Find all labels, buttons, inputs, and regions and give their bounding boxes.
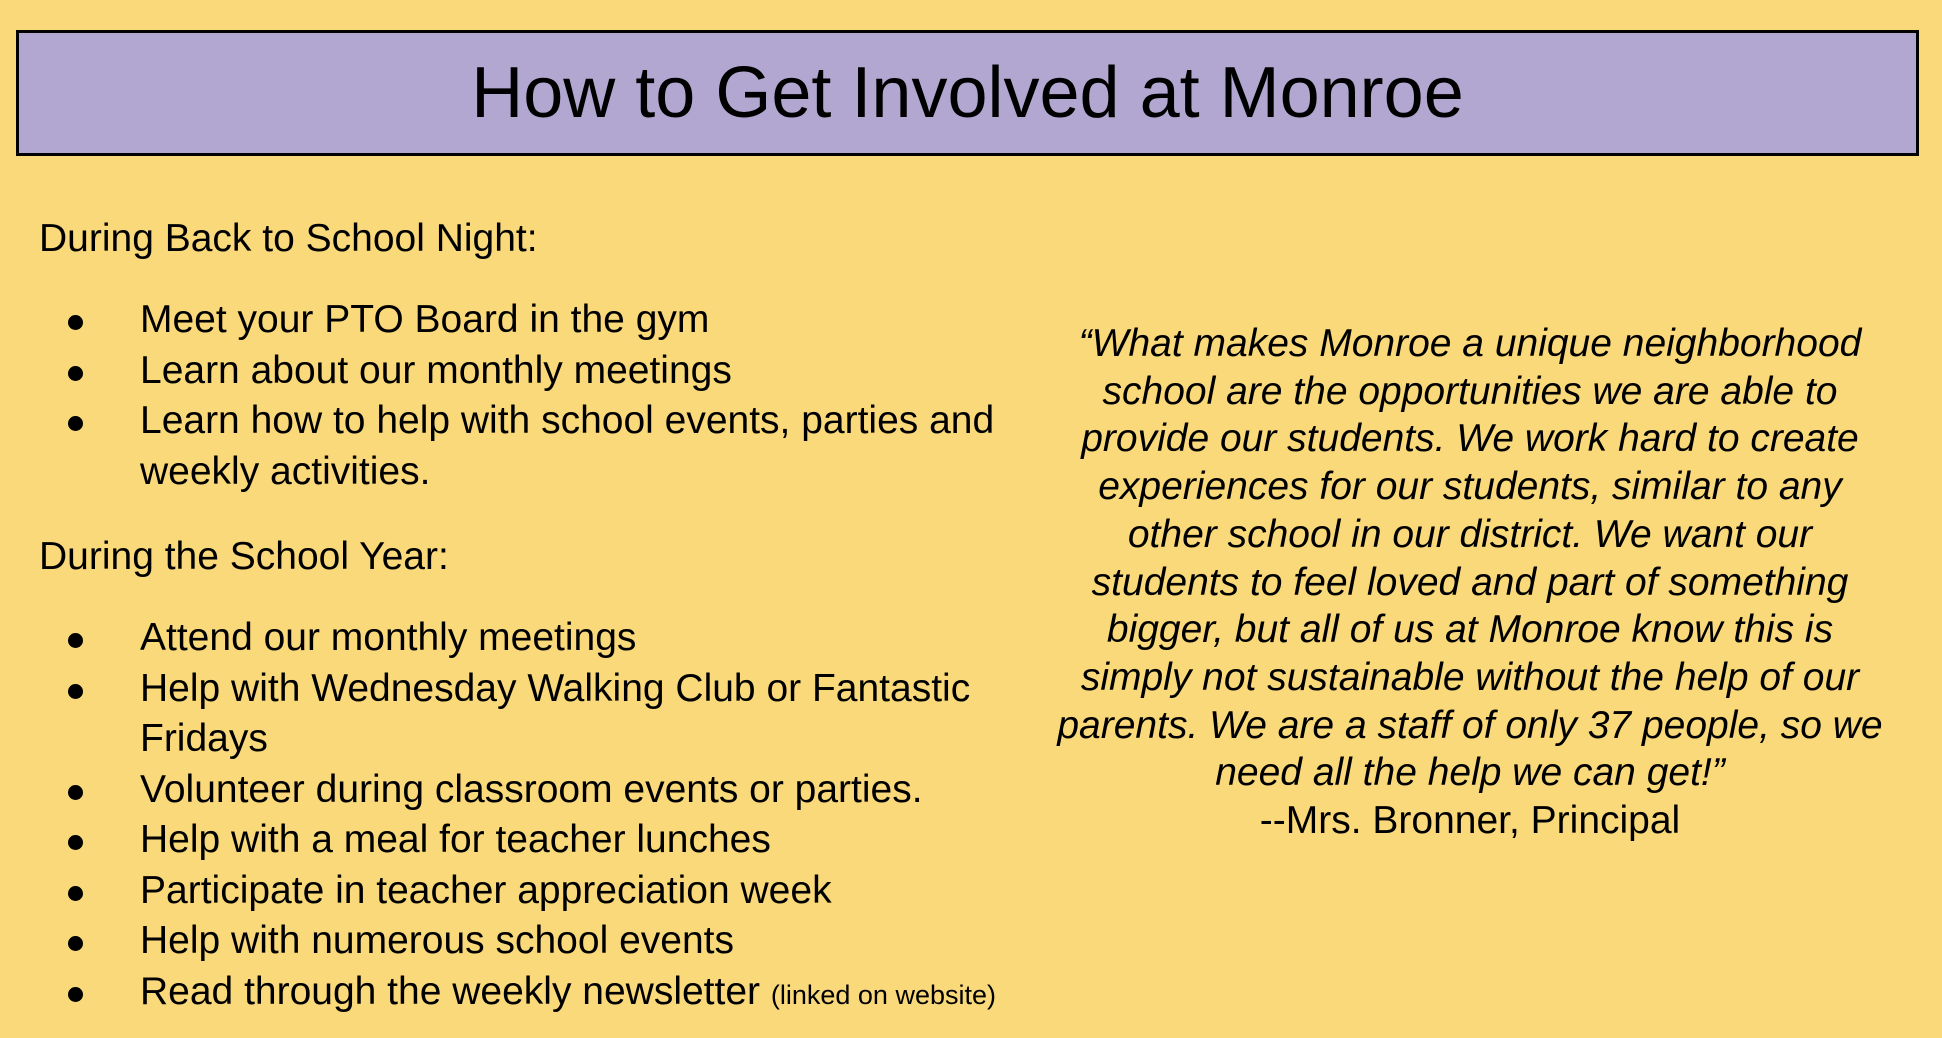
bullet-icon: [68, 416, 83, 431]
title-banner: [16, 30, 1919, 156]
list-item: Help with numerous school events: [39, 916, 1039, 967]
bullet-icon: [68, 886, 83, 901]
list-item: Help with Wednesday Walking Club or Fantastic Fridays: [39, 664, 1039, 765]
quote-attribution: --Mrs. Bronner, Principal: [1259, 799, 1681, 843]
page-title: How to Get Involved at Monroe: [471, 53, 1464, 133]
bullet-icon: [68, 315, 83, 330]
list-item: Participate in teacher appreciation week: [39, 866, 1039, 917]
bullet-icon: [68, 633, 83, 648]
quote-text: “What makes Monroe a unique neighborhood school are the opportunities we are able to provide our students. We work hard to create experiences for our students, similar to any other school in our district. We want our students to feel loved and part of something bigger, but all of us at Monroe know this is simply not sustainable without the help of our parents. We are a staff of only 37 people, so we need all the help we can get!”: [1057, 322, 1883, 795]
list-item: Read through the weekly newsletter (linked on website): [39, 967, 1039, 1021]
list-item: Meet your PTO Board in the gym: [39, 295, 1029, 346]
bullet-icon: [68, 936, 83, 951]
list-item: Help with a meal for teacher lunches: [39, 815, 1039, 866]
bullet-icon: [68, 684, 83, 699]
list-item: Volunteer during classroom events or parties.: [39, 765, 1039, 816]
bullet-icon: [68, 835, 83, 850]
list-item: Learn about our monthly meetings: [39, 346, 1029, 397]
section-heading-back-to-school: During Back to School Night:: [39, 217, 538, 260]
list-item: Learn how to help with school events, parties and weekly activities.: [39, 396, 1029, 497]
list-item: Attend our monthly meetings: [39, 613, 1039, 664]
bullet-icon: [68, 785, 83, 800]
bullet-icon: [68, 366, 83, 381]
school-year-list: [39, 613, 1039, 1020]
bullet-icon: [68, 987, 83, 1002]
principal-quote: [1050, 320, 1890, 845]
newsletter-link-note: (linked on website): [770, 979, 996, 1010]
back-to-school-list: [39, 295, 1029, 497]
section-heading-school-year: During the School Year:: [39, 535, 449, 578]
